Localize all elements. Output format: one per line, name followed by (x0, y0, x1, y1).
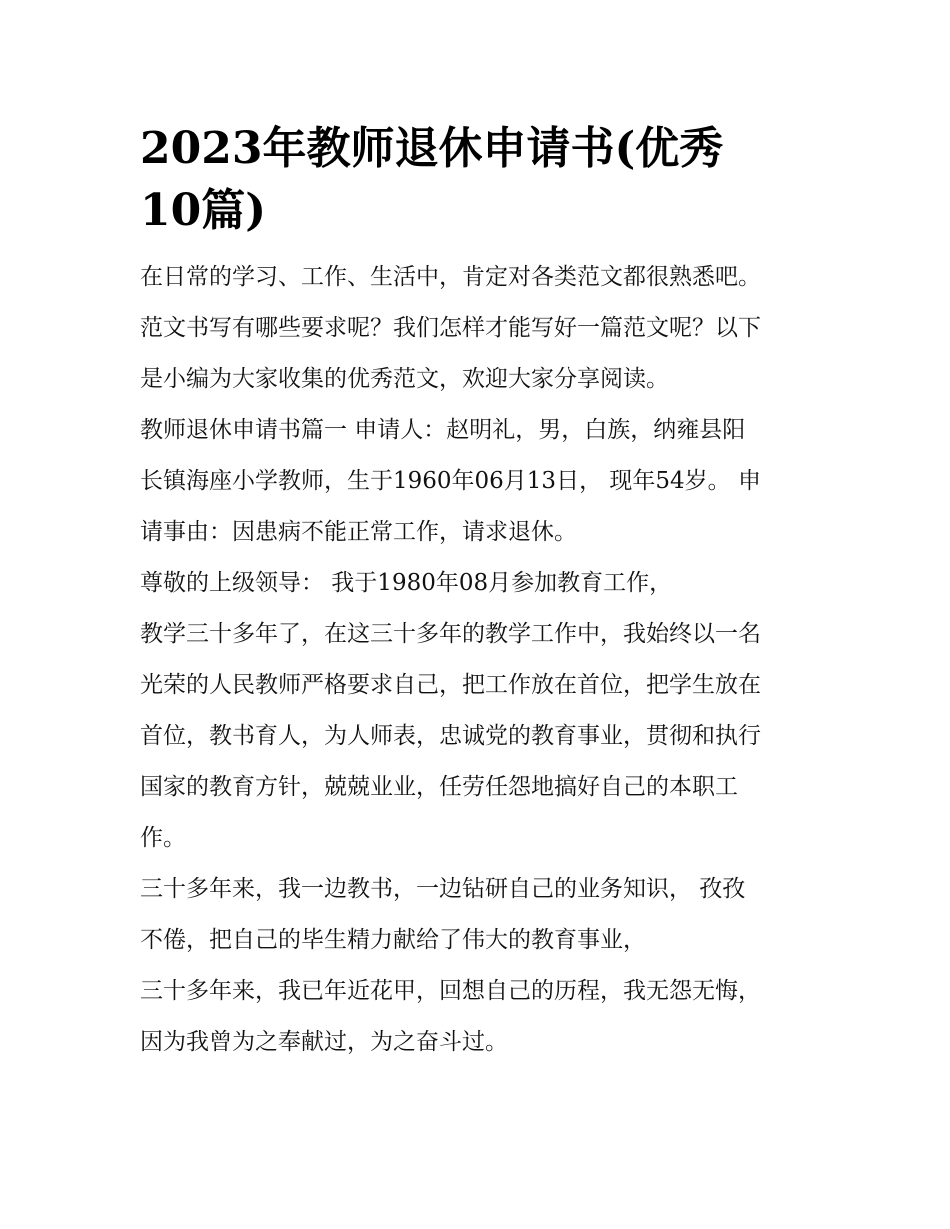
paragraph-teaching-career: 教学三十多年了，在这三十多年的教学工作中，我始终以一名 光荣的人民教师严格要求自己，把工作放在首位，把学生放在 首位，教书育人，为人师表，忠诚党的教育事业，贯彻和执行 国家的教育方针，兢兢业业，任劳任怨地搞好自己的本职工 作。 (140, 621, 761, 851)
paragraph-applicant: 教师退休申请书篇一 申请人：赵明礼，男，白族，纳雍县阳 长镇海座小学教师，生于1960年06月13日， 现年54岁。 申 请事由：因患病不能正常工作，请求退休。 (140, 417, 761, 545)
paragraph-dedication: 三十多年来，我一边教书，一边钻研自己的业务知识， 孜孜 不倦，把自己的毕生精力献给了伟大的教育事业， (140, 876, 746, 953)
document-body (140, 252, 820, 1068)
document-title: 2023年教师退休申请书(优秀 10篇) (140, 123, 724, 236)
document-page (140, 118, 820, 1068)
paragraph-intro: 在日常的学习、工作、生活中，肯定对各类范文都很熟悉吧。 范文书写有哪些要求呢？我们怎样才能写好一篇范文呢？以下 是小编为大家收集的优秀范文，欢迎大家分享阅读。 (140, 264, 761, 392)
paragraph-salutation: 尊敬的上级领导： 我于1980年08月参加教育工作， (140, 570, 673, 596)
paragraph-reflection: 三十多年来，我已年近花甲，回想自己的历程，我无怨无悔， 因为我曾为之奉献过，为之奋斗过。 (140, 978, 761, 1055)
